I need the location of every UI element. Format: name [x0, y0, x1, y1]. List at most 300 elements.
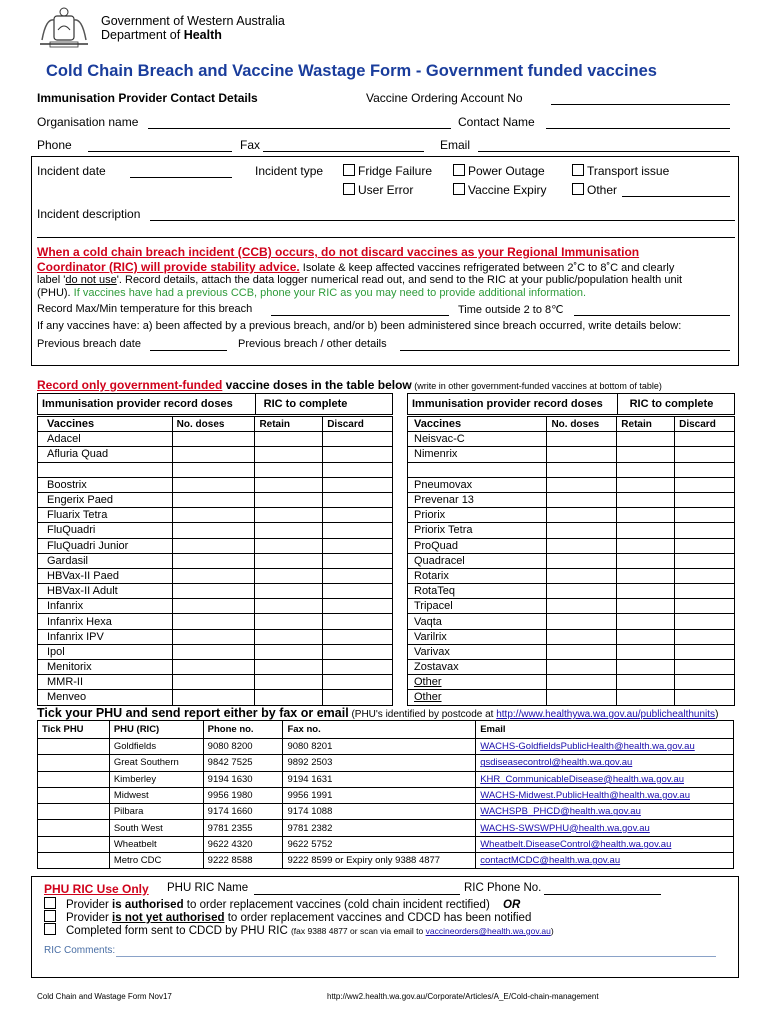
- col-vaccines: Vaccines: [38, 417, 173, 432]
- discard-cell[interactable]: [323, 614, 393, 629]
- vaccine-name: Rotarix: [408, 568, 547, 583]
- vaccine-row: [408, 568, 735, 583]
- phu-name: Goldfields: [109, 739, 203, 755]
- discard-cell[interactable]: [675, 584, 735, 599]
- discard-cell[interactable]: [675, 599, 735, 614]
- phu-row: [38, 804, 734, 820]
- retain-cell[interactable]: [255, 599, 323, 614]
- retain-cell[interactable]: [617, 675, 675, 690]
- vaccine-name: Afluria Quad: [38, 447, 173, 462]
- retain-cell[interactable]: [255, 644, 323, 659]
- doses-cell[interactable]: [172, 447, 255, 462]
- doses-cell[interactable]: [172, 432, 255, 447]
- vaccine-row: [408, 538, 735, 553]
- maxmin-label: Record Max/Min temperature for this breach: [37, 303, 253, 315]
- vaccine-row: [38, 675, 393, 690]
- vaccine-name: Other: [408, 690, 547, 705]
- vaccine-row: [408, 644, 735, 659]
- email-field[interactable]: [478, 151, 730, 152]
- vaccine-rows-right: [407, 416, 735, 706]
- retain-cell[interactable]: [617, 690, 675, 705]
- doses-cell[interactable]: [172, 660, 255, 675]
- ric-phone-field[interactable]: [544, 894, 661, 895]
- doses-cell[interactable]: [172, 675, 255, 690]
- discard-cell[interactable]: [323, 447, 393, 462]
- discard-cell[interactable]: [675, 538, 735, 553]
- discard-cell[interactable]: [675, 614, 735, 629]
- account-label: Vaccine Ordering Account No: [366, 91, 523, 105]
- doses-cell[interactable]: [547, 462, 617, 477]
- retain-cell[interactable]: [255, 584, 323, 599]
- doses-cell[interactable]: [547, 614, 617, 629]
- vaccine-name: Nimenrix: [408, 447, 547, 462]
- discard-cell[interactable]: [323, 462, 393, 477]
- opt1-a: Provider: [66, 899, 113, 911]
- retain-cell[interactable]: [617, 462, 675, 477]
- col-discard: Discard: [323, 417, 393, 432]
- vaccine-row: [408, 432, 735, 447]
- time-outside-label: Time outside 2 to 8℃: [458, 304, 564, 316]
- type-label: Other: [587, 183, 618, 197]
- discard-cell[interactable]: [675, 508, 735, 523]
- retain-cell[interactable]: [255, 508, 323, 523]
- phu-fax: 9174 1088: [283, 804, 476, 820]
- col-vaccines-right: Vaccines: [408, 417, 547, 432]
- vaccine-row: [408, 599, 735, 614]
- tick-phu-cell[interactable]: [38, 804, 110, 820]
- discard-cell[interactable]: [323, 508, 393, 523]
- opt2-a: Provider: [66, 912, 113, 924]
- vaccine-name: Vaqta: [408, 614, 547, 629]
- checkbox[interactable]: [44, 897, 56, 909]
- retain-cell[interactable]: [255, 523, 323, 538]
- tick-phu-cell[interactable]: [38, 853, 110, 869]
- tick-phu-cell[interactable]: [38, 836, 110, 852]
- vaccine-name: Neisvac-C: [408, 432, 547, 447]
- phu-name: South West: [109, 820, 203, 836]
- doses-cell[interactable]: [172, 599, 255, 614]
- type-label: Power Outage: [468, 164, 545, 178]
- doses-cell[interactable]: [172, 644, 255, 659]
- vaccine-name: FluQuadri: [38, 523, 173, 538]
- ric-comments-label: RIC Comments:: [44, 945, 116, 956]
- doses-cell[interactable]: [547, 644, 617, 659]
- phu-phone: 9222 8588: [203, 853, 283, 869]
- retain-cell[interactable]: [255, 690, 323, 705]
- vaccine-row: [408, 614, 735, 629]
- vaccine-row: [408, 584, 735, 599]
- doses-cell[interactable]: [172, 690, 255, 705]
- doses-cell[interactable]: [547, 584, 617, 599]
- col-tick-phu: Tick PHU: [38, 721, 110, 739]
- opt2-c: to order replacement vaccines and CDCD has been notified: [224, 912, 532, 924]
- vaccine-row: [38, 599, 393, 614]
- page-title: Cold Chain Breach and Vaccine Wastage Form - Government funded vaccines: [46, 62, 657, 80]
- vaccine-row: [38, 432, 393, 447]
- discard-cell[interactable]: [323, 538, 393, 553]
- vaccine-name: Fluarix Tetra: [38, 508, 173, 523]
- retain-cell[interactable]: [617, 614, 675, 629]
- vaccine-name: Zostavax: [408, 660, 547, 675]
- doses-cell[interactable]: [547, 523, 617, 538]
- doses-cell[interactable]: [547, 599, 617, 614]
- vaccine-row: [408, 462, 735, 477]
- type-power-outage[interactable]: [453, 164, 545, 178]
- discard-cell[interactable]: [675, 492, 735, 507]
- previous-details-field[interactable]: [400, 350, 730, 351]
- opt3-link[interactable]: vaccineorders@health.wa.gov.au: [425, 926, 551, 936]
- retain-cell[interactable]: [255, 675, 323, 690]
- discard-cell[interactable]: [675, 462, 735, 477]
- doses-cell[interactable]: [547, 432, 617, 447]
- doses-cell[interactable]: [547, 660, 617, 675]
- vaccine-name: Menveo: [38, 690, 173, 705]
- record-heading-red: Record only government-funded: [37, 378, 223, 392]
- phone-label: Phone: [37, 138, 72, 152]
- retain-cell[interactable]: [617, 477, 675, 492]
- phu-name: Kimberley: [109, 771, 203, 787]
- tick-phu-cell[interactable]: [38, 820, 110, 836]
- phu-heading: [37, 706, 718, 720]
- vaccine-row: [408, 523, 735, 538]
- advice-red-line-1: When a cold chain breach incident (CCB) occurs, do not discard vaccines as your Regional Immunisation: [37, 245, 640, 259]
- record-heading-black: vaccine doses in the table below: [222, 378, 412, 392]
- discard-cell[interactable]: [323, 644, 393, 659]
- ric-option-authorised[interactable]: [44, 897, 520, 911]
- col-phone: Phone no.: [203, 721, 283, 739]
- opt2-b: is not yet authorised: [112, 912, 225, 924]
- doses-cell[interactable]: [547, 477, 617, 492]
- opt3-small: (fax 9388 4877 or scan via email to: [290, 926, 426, 936]
- vaccine-name: Priorix: [408, 508, 547, 523]
- doses-cell[interactable]: [547, 553, 617, 568]
- doses-cell[interactable]: [547, 538, 617, 553]
- checkbox[interactable]: [453, 164, 465, 176]
- discard-cell[interactable]: [675, 432, 735, 447]
- phu-row: [38, 820, 734, 836]
- retain-cell[interactable]: [255, 629, 323, 644]
- vaccine-name: Other: [408, 675, 547, 690]
- ric-header: RIC to complete: [255, 394, 392, 415]
- phu-email[interactable]: WACHS-Midwest.PublicHealth@health.wa.gov.au: [476, 787, 734, 803]
- discard-cell[interactable]: [323, 553, 393, 568]
- advice-line-3-u: do not use: [65, 274, 117, 286]
- phu-fax: 9194 1631: [283, 771, 476, 787]
- discard-cell[interactable]: [675, 523, 735, 538]
- tick-phu-cell[interactable]: [38, 787, 110, 803]
- vaccine-row: [408, 675, 735, 690]
- retain-cell[interactable]: [255, 538, 323, 553]
- phu-heading-text: Tick your PHU and send report either by fax or email: [37, 706, 349, 720]
- vaccine-row: [38, 629, 393, 644]
- doses-cell[interactable]: [172, 568, 255, 583]
- col-retain: Retain: [255, 417, 323, 432]
- retain-cell[interactable]: [255, 614, 323, 629]
- vaccine-row: [38, 477, 393, 492]
- tick-phu-cell[interactable]: [38, 739, 110, 755]
- phu-email[interactable]: WACHSPB_PHCD@health.wa.gov.au: [476, 804, 734, 820]
- doses-cell[interactable]: [547, 629, 617, 644]
- previous-date-field[interactable]: [150, 350, 227, 351]
- discard-cell[interactable]: [675, 629, 735, 644]
- phu-fax: 9622 5752: [283, 836, 476, 852]
- discard-cell[interactable]: [323, 523, 393, 538]
- retain-cell[interactable]: [617, 538, 675, 553]
- retain-cell[interactable]: [617, 432, 675, 447]
- doses-cell[interactable]: [547, 508, 617, 523]
- ric-name-field[interactable]: [254, 894, 460, 895]
- vaccine-row: [38, 462, 393, 477]
- incident-date-label: Incident date: [37, 164, 106, 178]
- phu-phone: 9080 8200: [203, 739, 283, 755]
- type-label: Fridge Failure: [358, 164, 433, 178]
- fax-label: Fax: [240, 138, 261, 152]
- incident-date-field[interactable]: [130, 177, 232, 178]
- discard-cell[interactable]: [323, 629, 393, 644]
- vaccine-name: Gardasil: [38, 553, 173, 568]
- vaccine-rows-left: [37, 416, 393, 706]
- opt1-b: is authorised: [112, 899, 184, 911]
- discard-cell[interactable]: [675, 477, 735, 492]
- col-email: Email: [476, 721, 734, 739]
- retain-cell[interactable]: [255, 553, 323, 568]
- doses-cell[interactable]: [547, 675, 617, 690]
- discard-cell[interactable]: [323, 492, 393, 507]
- col-discard-right: Discard: [675, 417, 735, 432]
- phu-name: Metro CDC: [109, 853, 203, 869]
- vaccine-name: ProQuad: [408, 538, 547, 553]
- doses-cell[interactable]: [172, 584, 255, 599]
- discard-cell[interactable]: [323, 675, 393, 690]
- vaccine-name: Varivax: [408, 644, 547, 659]
- phu-heading-note-a: (PHU's identified by postcode at: [348, 709, 497, 720]
- previous-details-label: Previous breach / other details: [238, 338, 387, 350]
- discard-cell[interactable]: [323, 584, 393, 599]
- vaccine-row: [408, 553, 735, 568]
- previous-date-label: Previous breach date: [37, 338, 141, 350]
- retain-cell[interactable]: [255, 462, 323, 477]
- doses-cell[interactable]: [547, 492, 617, 507]
- footer-left: Cold Chain and Wastage Form Nov17: [37, 992, 172, 1001]
- tick-phu-cell[interactable]: [38, 755, 110, 771]
- ric-option-sent[interactable]: [44, 923, 554, 937]
- phu-email[interactable]: contactMCDC@health.wa.gov.au: [476, 853, 734, 869]
- vaccine-row: [408, 492, 735, 507]
- retain-cell[interactable]: [617, 553, 675, 568]
- opt1-c: to order replacement vaccines (cold chain incident rectified): [183, 899, 490, 911]
- email-label: Email: [440, 138, 471, 152]
- discard-cell[interactable]: [675, 447, 735, 462]
- doses-cell[interactable]: [172, 538, 255, 553]
- ric-option-not-authorised[interactable]: [44, 910, 531, 924]
- doses-cell[interactable]: [547, 568, 617, 583]
- retain-cell[interactable]: [617, 584, 675, 599]
- vaccine-name: MMR-II: [38, 675, 173, 690]
- phu-phone: 9956 1980: [203, 787, 283, 803]
- doses-cell[interactable]: [172, 629, 255, 644]
- account-field[interactable]: [551, 104, 730, 105]
- phu-fax: 9956 1991: [283, 787, 476, 803]
- retain-cell[interactable]: [617, 447, 675, 462]
- type-other[interactable]: [572, 183, 617, 197]
- advice-red-line-2: Coordinator (RIC) will provide stability advice.: [37, 260, 300, 274]
- contact-name-field[interactable]: [546, 128, 730, 129]
- retain-cell[interactable]: [255, 432, 323, 447]
- vaccine-row: [38, 568, 393, 583]
- vaccine-name: Menitorix: [38, 660, 173, 675]
- discard-cell[interactable]: [323, 568, 393, 583]
- maxmin-field[interactable]: [271, 315, 449, 316]
- retain-cell[interactable]: [255, 568, 323, 583]
- phu-phone: 9194 1630: [203, 771, 283, 787]
- phu-heading-note-b: ): [715, 709, 719, 720]
- type-user-error[interactable]: [343, 183, 413, 197]
- retain-cell[interactable]: [255, 660, 323, 675]
- phu-fax: 9222 8599 or Expiry only 9388 4877: [283, 853, 476, 869]
- retain-cell[interactable]: [617, 492, 675, 507]
- discard-cell[interactable]: [675, 553, 735, 568]
- discard-cell[interactable]: [675, 660, 735, 675]
- vaccine-name: HBVax-II Paed: [38, 568, 173, 583]
- wa-crest-logo: [36, 6, 92, 50]
- vaccine-name: Tripacel: [408, 599, 547, 614]
- record-heading: [37, 378, 662, 392]
- org-line-2: [101, 28, 222, 42]
- ric-comments-field[interactable]: [116, 956, 716, 957]
- vaccine-row: [38, 538, 393, 553]
- checkbox[interactable]: [572, 183, 584, 195]
- retain-cell[interactable]: [617, 629, 675, 644]
- vaccine-name: HBVax-II Adult: [38, 584, 173, 599]
- checkbox[interactable]: [44, 910, 56, 922]
- organisation-field[interactable]: [148, 128, 451, 129]
- doses-cell[interactable]: [172, 508, 255, 523]
- phu-row: [38, 739, 734, 755]
- doses-cell[interactable]: [172, 553, 255, 568]
- vaccine-name: Infanrix Hexa: [38, 614, 173, 629]
- vaccine-table-right: [407, 393, 735, 415]
- vaccine-name: Priorix Tetra: [408, 523, 547, 538]
- doses-cell[interactable]: [172, 492, 255, 507]
- vaccine-name: FluQuadri Junior: [38, 538, 173, 553]
- org-line-1: Government of Western Australia: [101, 14, 285, 28]
- phu-row: [38, 771, 734, 787]
- retain-cell[interactable]: [617, 523, 675, 538]
- vaccine-row: [38, 614, 393, 629]
- phu-heading-link[interactable]: http://www.healthywa.wa.gov.au/publichealthunits: [496, 709, 716, 720]
- phu-phone: 9622 4320: [203, 836, 283, 852]
- doses-cell[interactable]: [172, 523, 255, 538]
- vaccine-row: [38, 447, 393, 462]
- phu-fax: 9781 2382: [283, 820, 476, 836]
- vaccine-name: [408, 462, 547, 477]
- discard-cell[interactable]: [323, 660, 393, 675]
- vaccine-row: [38, 508, 393, 523]
- retain-cell[interactable]: [617, 568, 675, 583]
- opt3-end: ): [550, 926, 554, 936]
- type-transport-issue[interactable]: [572, 164, 669, 178]
- retain-cell[interactable]: [255, 447, 323, 462]
- vaccine-row: [38, 584, 393, 599]
- ric-phone-label: RIC Phone No.: [464, 882, 542, 894]
- discard-cell[interactable]: [675, 690, 735, 705]
- vaccine-name: Infanrix: [38, 599, 173, 614]
- incident-description-field-2[interactable]: [37, 237, 735, 238]
- checkbox[interactable]: [572, 164, 584, 176]
- phu-fax: 9080 8201: [283, 739, 476, 755]
- vaccine-name: Quadracel: [408, 553, 547, 568]
- org-line-2-prefix: Department of: [101, 28, 184, 42]
- vaccine-row: [38, 553, 393, 568]
- col-doses-right: No. doses: [547, 417, 617, 432]
- phu-name: Midwest: [109, 787, 203, 803]
- phu-phone: 9174 1660: [203, 804, 283, 820]
- phu-email[interactable]: Wheatbelt.DiseaseControl@health.wa.gov.au: [476, 836, 734, 852]
- incident-description-label: Incident description: [37, 207, 141, 221]
- tick-phu-cell[interactable]: [38, 771, 110, 787]
- doses-cell[interactable]: [547, 690, 617, 705]
- incident-description-field[interactable]: [150, 220, 735, 221]
- retain-cell[interactable]: [617, 644, 675, 659]
- phu-row: [38, 836, 734, 852]
- fax-field[interactable]: [263, 151, 424, 152]
- type-fridge-failure[interactable]: [343, 164, 432, 178]
- vaccine-row: [408, 629, 735, 644]
- vaccine-name: Prevenar 13: [408, 492, 547, 507]
- discard-cell[interactable]: [675, 675, 735, 690]
- col-doses: No. doses: [172, 417, 255, 432]
- doses-cell[interactable]: [172, 477, 255, 492]
- retain-cell[interactable]: [255, 492, 323, 507]
- vaccine-row: [38, 492, 393, 507]
- type-other-field[interactable]: [622, 196, 730, 197]
- checkbox[interactable]: [453, 183, 465, 195]
- phone-field[interactable]: [88, 151, 232, 152]
- discard-cell[interactable]: [323, 477, 393, 492]
- phu-email[interactable]: WACHS-GoldfieldsPublicHealth@health.wa.gov.au: [476, 739, 734, 755]
- discard-cell[interactable]: [323, 690, 393, 705]
- phu-email[interactable]: gsdiseasecontrol@health.wa.gov.au: [476, 755, 734, 771]
- retain-cell[interactable]: [617, 508, 675, 523]
- ric-name-label: PHU RIC Name: [167, 882, 249, 894]
- provider-header: Immunisation provider record doses: [38, 394, 256, 415]
- phu-name: Wheatbelt: [109, 836, 203, 852]
- checkbox[interactable]: [343, 183, 355, 195]
- doses-cell[interactable]: [172, 462, 255, 477]
- col-phu-ric: PHU (RIC): [109, 721, 203, 739]
- checkbox[interactable]: [44, 923, 56, 935]
- contact-section-label: Immunisation Provider Contact Details: [37, 91, 258, 105]
- retain-cell[interactable]: [617, 660, 675, 675]
- vaccine-name: RotaTeq: [408, 584, 547, 599]
- vaccine-row: [408, 690, 735, 705]
- doses-cell[interactable]: [172, 614, 255, 629]
- retain-cell[interactable]: [617, 599, 675, 614]
- doses-cell[interactable]: [547, 447, 617, 462]
- phu-email[interactable]: WACHS-SWSWPHU@health.wa.gov.au: [476, 820, 734, 836]
- checkbox[interactable]: [343, 164, 355, 176]
- time-outside-field[interactable]: [574, 315, 730, 316]
- discard-cell[interactable]: [323, 599, 393, 614]
- discard-cell[interactable]: [675, 568, 735, 583]
- phu-row: [38, 755, 734, 771]
- discard-cell[interactable]: [675, 644, 735, 659]
- discard-cell[interactable]: [323, 432, 393, 447]
- type-vaccine-expiry[interactable]: [453, 183, 546, 197]
- retain-cell[interactable]: [255, 477, 323, 492]
- incident-type-label: Incident type: [255, 164, 324, 178]
- phu-email[interactable]: KHR_CommunicableDisease@health.wa.gov.au: [476, 771, 734, 787]
